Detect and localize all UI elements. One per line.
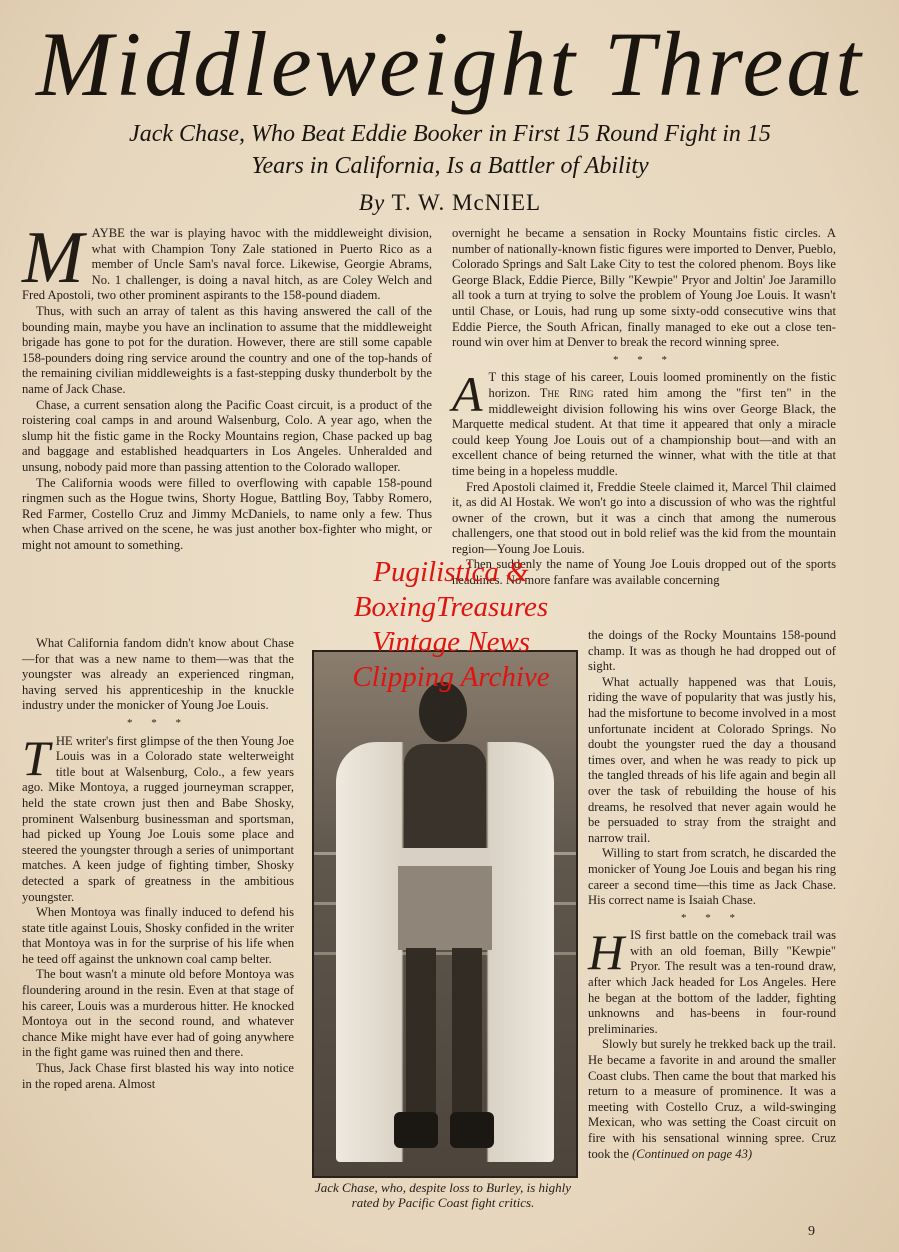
watermark — [316, 555, 586, 695]
watermark-line: Pugilistica & — [373, 556, 529, 588]
boxer-torso — [404, 744, 486, 854]
paragraph: Chase, a current sensation along the Pacific Coast circuit, is a product of the roistering coal camps in and around Walsenburg, Colo. A year ago, when the slump hit the fistic game in the Rocky Mountains region, Chase packed up bag and baggage and established headquarters in Los Angeles. Unheralded and unsung, nobody paid more than passing attention to the Colorado walloper. — [22, 397, 432, 474]
section-separator: * * * — [613, 353, 675, 366]
belt — [400, 848, 490, 868]
column-2-bottom — [588, 628, 836, 1218]
watermark-line: Vintage News — [371, 626, 531, 658]
column-1-bottom — [22, 636, 294, 1212]
boxer-leg — [406, 948, 436, 1118]
paragraph: MAYBE the war is playing havoc with the middleweight division, what with Champion Tony Zale stationed in Puerto Rico as a member of Uncle Sam's naval force. Likewise, Georgie Abrams, No. 1 challenger, is doing a naval hitch, as are Coley Welch and Fred Apostoli, two other prominent aspirants to the 158-pound diadem. — [22, 217, 432, 303]
paragraph: Fred Apostoli claimed it, Freddie Steele claimed it, Marcel Thil claimed it, as did Al Hostak. We won't go into a discussion of who was the rightful owner of the crown, but it was a cinch that among the numerous challengers, one that stood out in bold relief was the kid from the mountain region—Young Joe Louis. — [452, 479, 836, 556]
paragraph: A T this stage of his career, Louis loomed prominently on the fistic horizon. The Ring rated him among the "first ten" in the middleweight division following his wins over George Black, the Marquette medical student. At that time it appeared that only a miracle could keep Young Joe Louis out of a championship bout—and with an excellent chance of being returned the winner, what with the title at that time being in a hopeless muddle. — [452, 366, 836, 478]
watermark-line: Clipping Archive — [352, 661, 550, 693]
drop-cap: M — [22, 217, 84, 299]
paragraph: Slowly but surely he trekked back up the trail. He became a favorite in and around the smaller Coast clubs. Then came the bout that marked his return to a measure of prominence. It was a meeting with Costello Cruz, a wild-swinging Mexican, who was setting the Coast circuit on fire with his sensational winning spree. Cruz took the (Continued on page 43) — [588, 1037, 836, 1161]
page-number: 9 — [808, 1224, 815, 1239]
byline — [200, 190, 700, 216]
drop-cap: H — [588, 924, 625, 981]
paragraph: Thus, with such an array of talent as this having answered the call of the bounding main, maybe you have an inclination to assume that the middleweight brigade has gone to pot for the duration. However, there are still some capable 158-pounders doing ring service around the country and one of the top-hands of the remaining civilian middleweights is a fast-stepping dusky thunderbolt by the name of Jack Chase. — [22, 303, 432, 396]
continued-note: (Continued on page 43) — [632, 1146, 753, 1161]
paragraph: What actually happened was that Louis, riding the wave of popularity that was justly his, had the misfortune to become involved in a most unfortunate incident at Colorado Springs. No doubt the youngster rued the day a thousand times over, and when he was ready to pick up the tangled threads of his life again and begin all over the task of rebuilding the house of his dreams, he resolved that never again would he be persuaded to stray from the straight and narrow trail. — [588, 674, 836, 845]
section-separator: * * * — [681, 911, 743, 924]
boxing-shoe — [450, 1112, 494, 1148]
section-separator: * * * — [127, 716, 189, 729]
watermark-line: BoxingTreasures — [353, 591, 549, 623]
paragraph: When Montoya was finally induced to defend his state title against Louis, Shosky confided in the writer that Montoya was in for the surprise of his life when he teed off against the unknown coal camp belter. — [22, 905, 294, 966]
paragraph: What California fandom didn't know about Chase—for that was a new name to them—was that the youngster was already an experienced ringman, having served his apprenticeship in the knuckle industry under the monicker of Young Joe Louis. — [22, 636, 294, 713]
paragraph: The California woods were filled to overflowing with capable 158-pound ringmen such as the Hogue twins, Shorty Hogue, Battling Boy, Tabby Romero, Red Farmer, Costello Cruz and Jimmy McDaniels, to name only a few. Thus when Chase arrived on the scene, he was just another box-fighter who might, or might not amount to something. — [22, 475, 432, 552]
photo-caption: Jack Chase, who, despite loss to Burley, is highly rated by Pacific Coast fight critics. — [315, 1180, 571, 1210]
paragraph: overnight he became a sensation in Rocky Mountains fistic circles. A number of nationally-known fistic figures were imported to Denver, Pueblo, Colorado Springs and Salt Lake City to test the colored phenom. Boys like George Black, Eddie Pierce, Billy "Kewpie" Pryor and Joltin' Joe Jaramillo all took a turn at trying to solve the problem of Young Joe Louis. It wasn't until Chase, or Louis, had rung up some sixty-odd consecutive wins that Eddie Pierce, the South African, finally managed to eke out a close ten-round win over him at Denver to break the record winning spree. — [452, 226, 836, 350]
boxer-photo — [312, 650, 578, 1178]
subhead-line-1: Jack Chase, Who Beat Eddie Booker in First 15 Round Fight in 15 — [129, 121, 771, 147]
magazine-name: The Ring — [539, 385, 594, 400]
subhead-line-2: Years in California, Is a Battler of Ability — [251, 153, 649, 179]
trunks — [398, 866, 492, 950]
paragraph: Thus, Jack Chase first blasted his way into notice in the roped arena. Almost — [22, 1061, 294, 1091]
paragraph: the doings of the Rocky Mountains 158-pound champ. It was as though he had dropped out of sight. — [588, 628, 836, 674]
paragraph: THE writer's first glimpse of the then Young Joe Louis was in a Colorado state welterweight title bout at Walsenburg, Colo., a few years ago. Mike Montoya, a rugged journeyman scrapper, held the state crown just then and Babe Shosky, prominent Walsenburg businessman and sportsman, had picked up Young Joe Louis some place and steered the youngster through a series of unimportant matches. A keen judge of fighting timber, Shosky detected a spark of greatness in the ambitious youngster. — [22, 729, 294, 904]
headline: Middleweight Threat — [36, 13, 864, 115]
boxing-shoe — [394, 1112, 438, 1148]
paragraph: Willing to start from scratch, he discarded the monicker of Young Joe Louis and began his ring career a second time—this time as Jack Chase. His correct name is Isaiah Chase. — [588, 846, 836, 908]
paragraph: HIS first battle on the comeback trail was with an old foeman, Billy "Kewpie" Pryor. The result was a ten-round draw, after which Jack headed for Los Angeles. Here he began at the bottom of the ladder, fighting unknowns and has-beens in four-round preliminaries. — [588, 924, 836, 1036]
byline-author: T. W. McNIEL — [391, 190, 542, 215]
paragraph: Then suddenly the name of Young Joe Louis dropped out of the sports headlines. No more fanfare was available concerning — [452, 557, 836, 588]
byline-by: By — [358, 190, 386, 215]
drop-cap: T — [22, 729, 50, 786]
subheadline — [60, 118, 840, 182]
drop-cap: A — [452, 366, 483, 423]
paragraph: The bout wasn't a minute old before Montoya was floundering around in the resin. Even at that stage of his career, Louis was a murderous hitter. He knocked Montoya out in the second round, and whatever chance Mike might have ever had of going anywhere in the fight game was ruined then and there. — [22, 967, 294, 1060]
boxer-leg — [452, 948, 482, 1118]
